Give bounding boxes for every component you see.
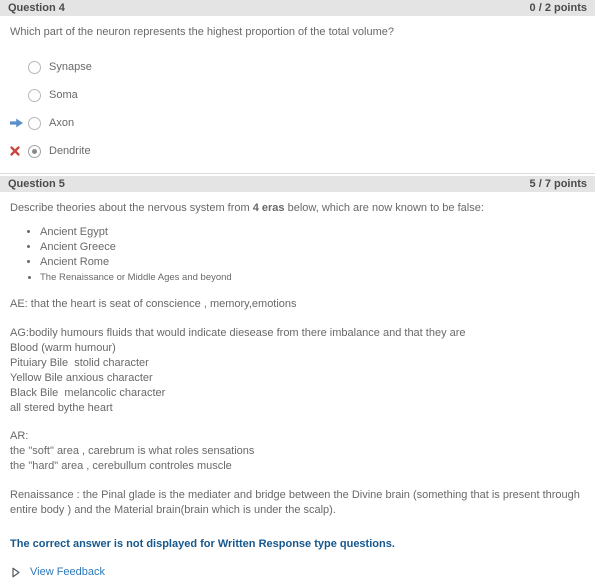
answer-line: Yellow Bile anxious character xyxy=(10,372,153,384)
question-prompt: Describe theories about the nervous system from 4 eras below, which are now known to be false: xyxy=(10,202,484,214)
answer-paragraph-ae xyxy=(10,297,585,312)
answer-line: AE: that the heart is seat of conscience , memory,emotions xyxy=(10,298,297,310)
question-points: 0 / 2 points xyxy=(529,2,587,14)
answer-line: Blood (warm humour) xyxy=(10,342,116,354)
list-item: • Ancient Egypt xyxy=(40,225,585,240)
question-points: 5 / 7 points xyxy=(529,178,587,190)
answer-line: all stered bythe heart xyxy=(10,402,113,414)
view-feedback-link[interactable]: View Feedback xyxy=(30,566,106,578)
right-arrow-icon xyxy=(10,118,28,128)
option-row-axon xyxy=(10,109,585,137)
option-row-dendrite xyxy=(10,137,585,165)
question-4-section xyxy=(0,0,595,174)
option-label: Soma xyxy=(49,89,78,101)
answer-paragraph-renaissance xyxy=(10,488,585,518)
radio-button-selected[interactable] xyxy=(28,145,41,158)
question-5-section xyxy=(0,176,595,586)
radio-button[interactable] xyxy=(28,61,41,74)
question-title: Question 5 xyxy=(8,178,65,190)
answer-line: Black Bile melancolic character xyxy=(10,387,166,399)
option-row-synapse xyxy=(10,53,585,81)
era-bullet-list xyxy=(10,225,585,285)
answer-options xyxy=(10,53,585,165)
question-4-body xyxy=(0,16,595,173)
x-mark-icon xyxy=(10,146,28,156)
answer-line: Renaissance : the Pinal glade is the mediater and bridge between the Divine brain (something that is present through entire body ) and the Material brain(brain which is under the scalp). xyxy=(10,489,580,516)
radio-button[interactable] xyxy=(28,117,41,130)
written-response-note: The correct answer is not displayed for Written Response type questions. xyxy=(10,538,395,550)
question-5-body xyxy=(0,192,595,586)
question-title: Question 4 xyxy=(8,2,65,14)
prompt-bold-text: 4 eras xyxy=(252,202,285,214)
answer-paragraph-ag xyxy=(10,326,585,416)
radio-button[interactable] xyxy=(28,89,41,102)
option-label: Dendrite xyxy=(49,145,91,157)
option-label: Synapse xyxy=(49,61,92,73)
answer-line: AR: xyxy=(10,430,29,442)
answer-line: Pituiary Bile stolid character xyxy=(10,357,149,369)
option-label: Axon xyxy=(49,117,75,129)
answer-line: the "hard" area , cerebullum controles muscle xyxy=(10,460,232,472)
triangle-right-icon xyxy=(12,567,20,578)
list-item: • Ancient Rome xyxy=(40,255,585,270)
question-prompt: Which part of the neuron represents the highest proportion of the total volume? xyxy=(10,26,395,38)
view-feedback-toggle[interactable] xyxy=(10,566,585,578)
question-4-header xyxy=(0,0,595,16)
list-item: • Ancient Greece xyxy=(40,240,585,255)
option-row-soma xyxy=(10,81,585,109)
answer-line: AG:bodily humours fluids that would indicate diesease from there imbalance and that they are xyxy=(10,327,466,339)
answer-paragraph-ar xyxy=(10,429,585,474)
list-item: • The Renaissance or Middle Ages and beyond xyxy=(40,270,585,285)
question-5-header xyxy=(0,176,595,192)
answer-line: the "soft" area , carebrum is what roles sensations xyxy=(10,445,255,457)
